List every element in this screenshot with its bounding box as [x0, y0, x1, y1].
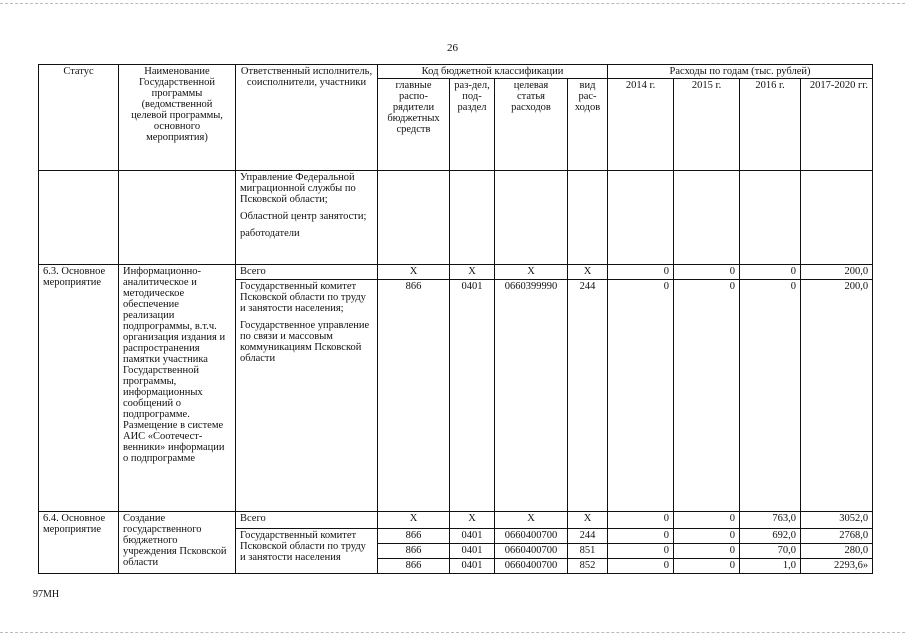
header-2016: 2016 г.: [740, 79, 801, 171]
table-cell: 0: [674, 529, 740, 544]
table-cell: 244: [568, 280, 608, 512]
row64-name: Создание государственного бюджетного учреждения Псковской области: [119, 512, 236, 574]
table-cell: 0: [674, 559, 740, 574]
table-cell: Х: [450, 512, 495, 529]
table-cell: 0401: [450, 559, 495, 574]
header-rzpr: раз-дел, под-раздел: [450, 79, 495, 171]
table-cell: 852: [568, 559, 608, 574]
table-cell: 0660399990: [495, 280, 568, 512]
table-cell: Х: [495, 512, 568, 529]
table-cell: 2768,0: [801, 529, 873, 544]
header-expenses: Расходы по годам (тыс. рублей): [608, 65, 873, 79]
table-cell: 0: [674, 265, 740, 280]
table-cell: Х: [450, 265, 495, 280]
row63-executors: [236, 280, 378, 512]
table-cell: 866: [378, 544, 450, 559]
table-cell: 866: [378, 529, 450, 544]
table-cell: 0: [740, 265, 801, 280]
table-cell: Х: [568, 512, 608, 529]
table-cell: 70,0: [740, 544, 801, 559]
table-cell: 866: [378, 280, 450, 512]
table-cell: 851: [568, 544, 608, 559]
top-edge-line: [0, 3, 905, 4]
header-2017-2020: 2017-2020 гг.: [801, 79, 873, 171]
executor-fms: Управление Федеральной миграционной службы по Псковской области;: [240, 172, 356, 205]
table-cell: 0660400700: [495, 559, 568, 574]
executor-employment-center: Областной центр занятости;: [240, 211, 367, 222]
row64-status: 6.4. Основное мероприятие: [39, 512, 119, 574]
table-cell: 0: [608, 529, 674, 544]
header-status: Статус: [39, 65, 119, 171]
header-vr: вид рас-ходов: [568, 79, 608, 171]
table-cell: 200,0: [801, 280, 873, 512]
row64-executor: Государственный комитет Псковской области по труду и занятости населения: [236, 529, 378, 574]
executor-entry: Государственный комитет Псковской области по труду и занятости населения;: [240, 281, 366, 314]
table-cell: 0: [608, 559, 674, 574]
table-cell: 280,0: [801, 544, 873, 559]
header-2014: 2014 г.: [608, 79, 674, 171]
table-cell: 0: [608, 512, 674, 529]
table-cell: 2293,6»: [801, 559, 873, 574]
header-2015: 2015 г.: [674, 79, 740, 171]
table-cell: 692,0: [740, 529, 801, 544]
table-cell: 200,0: [801, 265, 873, 280]
table-cell: 0: [608, 280, 674, 512]
bottom-edge-line: [0, 632, 905, 633]
row63-name: Информационно-аналитическое и методическое обеспечение реализации подпрограммы, в.т.ч. организация издания и распространения памятки участника Государственной программы, информационных сообщений о подпрограмме. Размещение в системе АИС «Соотечест-венники» информации о подпрограмме: [119, 265, 236, 512]
footer-code: 97МН: [33, 589, 60, 600]
table-cell: 763,0: [740, 512, 801, 529]
header-name: Наименование Государственной программы (ведомственной целевой программы, основного мероприятия): [119, 65, 236, 171]
table-cell: 0: [674, 280, 740, 512]
table-cell: 0401: [450, 529, 495, 544]
table-cell: 0: [740, 280, 801, 512]
executor-employers: работодатели: [240, 228, 300, 239]
table-cell: 0401: [450, 544, 495, 559]
table-cell: 244: [568, 529, 608, 544]
table-cell: Х: [495, 265, 568, 280]
page-number: 26: [447, 42, 458, 54]
header-row-1: [39, 65, 873, 79]
row63-status: 6.3. Основное мероприятие: [39, 265, 119, 512]
header-kbk: Код бюджетной классификации: [378, 65, 608, 79]
table-cell: 0401: [450, 280, 495, 512]
table-cell: 3052,0: [801, 512, 873, 529]
table-cell: 0: [608, 265, 674, 280]
table-cell: Х: [378, 265, 450, 280]
header-csr: целевая статья расходов: [495, 79, 568, 171]
row64-total-label: Всего: [236, 512, 378, 529]
table-cell: Х: [378, 512, 450, 529]
executor-entry: Государственное управление по связи и массовым коммуникациям Псковской области: [240, 320, 370, 364]
header-grbs: главные распо-рядители бюджетных средств: [378, 79, 450, 171]
continuation-row: [39, 171, 873, 265]
table-cell: 0660400700: [495, 529, 568, 544]
row64-total: [39, 512, 873, 529]
table-cell: 1,0: [740, 559, 801, 574]
budget-table: [38, 64, 873, 574]
table-cell: 0: [674, 544, 740, 559]
table-cell: Х: [568, 265, 608, 280]
row63-total-label: Всего: [236, 265, 378, 280]
table-cell: 0660400700: [495, 544, 568, 559]
table-cell: 866: [378, 559, 450, 574]
header-executor: Ответственный исполнитель, соисполнители, участники: [236, 65, 378, 171]
row63-total: [39, 265, 873, 280]
table-cell: 0: [608, 544, 674, 559]
table-cell: 0: [674, 512, 740, 529]
continuation-executors: [236, 171, 378, 265]
